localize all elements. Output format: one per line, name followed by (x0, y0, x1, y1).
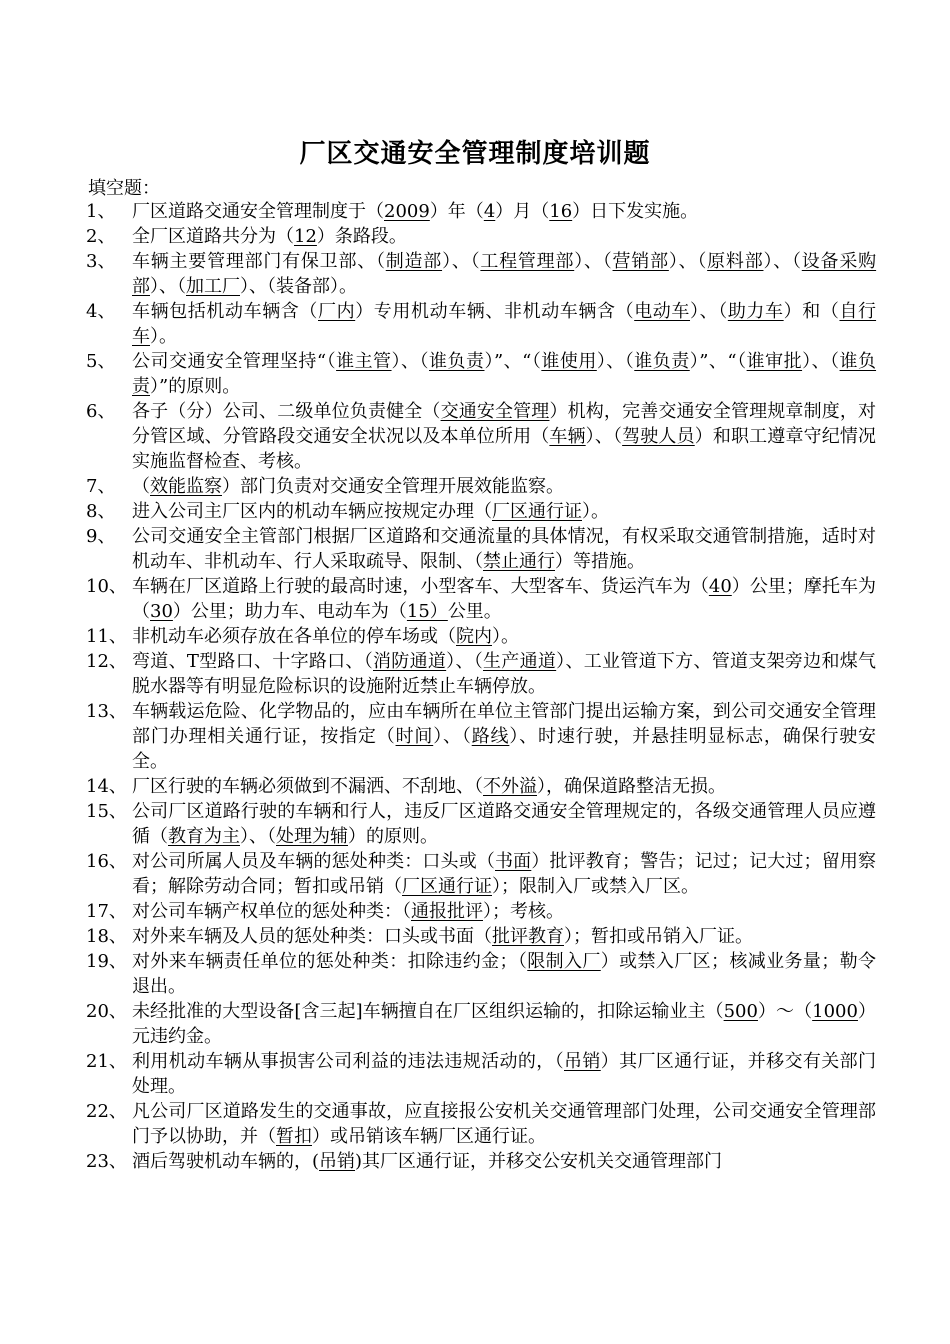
question-text-segment: ）、（ (585, 426, 623, 447)
question-item (86, 524, 876, 574)
answer-blank: 加工厂 (186, 276, 240, 297)
question-text-segment: ）、（ (668, 251, 708, 272)
question-text-segment: ）；考核。 (483, 901, 564, 922)
question-text-segment: ）、（ (433, 726, 472, 747)
question-text-segment: ）、（ (690, 301, 728, 322)
document-title: 厂区交通安全管理制度培训题 (299, 139, 651, 169)
question-number: 21、 (86, 1051, 127, 1072)
answer-blank: 批评教育 (492, 926, 564, 947)
question-text (132, 524, 876, 574)
answer-blank: 谁负责 (429, 351, 485, 372)
question-text-segment: ）。 (492, 626, 519, 647)
question-item (86, 399, 876, 474)
question-text-segment: ）、（ (802, 351, 840, 372)
answer-blank: 禁止通行 (483, 551, 555, 572)
question-text-segment: 全厂区道路共分为（ (132, 226, 294, 247)
question-item (86, 899, 876, 924)
question-text-segment: 未经批准的大型设备[含三起]车辆擅自在厂区组织运输的，扣除运输业主（ (132, 1001, 724, 1022)
question-text-segment: ）的原则。 (348, 826, 438, 847)
question-text-segment: ）。 (150, 326, 177, 347)
question-text-segment: ）和（ (783, 301, 840, 322)
question-text-segment: 对外来车辆责任单位的惩处种类：扣除违约金；（ (132, 951, 528, 972)
answer-blank: 不外溢 (483, 776, 537, 797)
answer-blank: 驾驶人员 (622, 426, 695, 447)
answer-blank: 生产通道 (483, 651, 557, 672)
question-text-segment: ）、时速行驶，并悬挂明显标志，确保行驶安全。 (132, 726, 877, 772)
question-text-segment: 弯道、T型路口、十字路口、（ (132, 651, 373, 672)
answer-blank: 谁审批 (746, 351, 803, 372)
answer-blank: 厂内 (318, 301, 356, 322)
question-number: 3、 (86, 251, 116, 272)
question-text-segment: ）、（ (150, 276, 186, 297)
question-item (86, 624, 876, 649)
question-text (132, 399, 876, 474)
answer-blank: 谁主管 (336, 351, 392, 372)
question-text-segment: 公司厂区道路行驶的车辆和行人，违反厂区道路交通安全管理规定的，各级交通管理人员应遵循（ (132, 801, 876, 847)
answer-blank: 电动车 (634, 301, 691, 322)
question-text-segment: ）专用机动车辆、非机动车辆含（ (355, 301, 635, 322)
question-text-segment: ）或吊销该车辆厂区通行证。 (312, 1126, 546, 1147)
question-item (86, 649, 876, 699)
question-number: 10、 (86, 576, 127, 597)
question-item (86, 949, 876, 999)
answer-blank: 40 (708, 576, 732, 597)
question-text-segment: ）；限制入厂或禁入厂区。 (492, 876, 699, 897)
question-item (86, 224, 876, 249)
question-item (86, 1149, 876, 1174)
question-text-segment: 公司交通安全管理坚持“（ (132, 351, 337, 372)
question-text-segment: ）或禁入厂区；核减业务量；勒令退出。 (132, 951, 876, 997)
question-number: 22、 (86, 1101, 127, 1122)
question-number: 16、 (86, 851, 127, 872)
question-text-segment: ）等措施。 (555, 551, 645, 572)
question-number: 11、 (86, 626, 127, 647)
question-text-segment: ）其厂区通行证，并移交有关部门处理。 (132, 1051, 876, 1097)
answer-blank: 院内 (456, 626, 492, 647)
answer-blank: 时间 (395, 726, 434, 747)
section-label-fill-in-blank: 填空题： (88, 178, 160, 199)
answer-blank: 1000 (812, 1001, 858, 1022)
answer-blank: 书面 (495, 851, 532, 872)
question-text-segment: 对外来车辆及人员的惩处种类：口头或书面（ (132, 926, 492, 947)
answer-blank: 厂区通行证 (402, 876, 492, 897)
question-text-segment: ）、（ (391, 351, 430, 372)
question-text-segment: 非机动车必须存放在各单位的停车场或（ (132, 626, 456, 647)
question-item (86, 799, 876, 849)
question-text (132, 774, 876, 799)
question-item (86, 299, 876, 349)
question-item (86, 699, 876, 774)
answer-blank: 设备采购部 (132, 251, 877, 297)
question-text-segment: ）和职工遵章守纪情况实施监督检查、考核。 (132, 426, 877, 472)
question-number: 1、 (86, 201, 116, 222)
answer-blank: 处理为辅 (276, 826, 348, 847)
answer-blank: 原料部 (707, 251, 764, 272)
answer-blank: 吊销 (564, 1051, 601, 1072)
question-text (132, 1049, 876, 1099)
question-text (132, 474, 876, 499)
question-text-segment: ）机构，完善交通安全管理规章制度，对分管区域、分管路段交通安全状况以及本单位所用（ (132, 401, 877, 447)
question-text-segment: 酒后驾驶机动车辆的，( (132, 1151, 320, 1172)
question-text-segment: ）公里；助力车、电动车为（ (172, 601, 407, 622)
question-text-segment: 厂区行驶的车辆必须做到不漏洒、不刮地、（ (132, 776, 483, 797)
question-text-segment: ），确保道路整洁无损。 (537, 776, 726, 797)
question-text (132, 624, 876, 649)
question-text-segment: ）条路段。 (316, 226, 407, 247)
question-item (86, 849, 876, 899)
answer-blank: 通报批评 (411, 901, 483, 922)
question-text (132, 1149, 876, 1174)
question-text-segment: )其厂区通行证，并移交公安机关交通管理部门 (355, 1151, 723, 1172)
question-text (132, 349, 876, 399)
question-text-segment: ）”、“（ (689, 351, 747, 372)
answer-blank: 消防通道 (373, 651, 447, 672)
question-text (132, 224, 876, 249)
question-text (132, 849, 876, 899)
answer-blank: 2009 (384, 201, 430, 222)
question-item (86, 349, 876, 399)
question-text-segment: ）月（ (495, 201, 550, 222)
question-number: 19、 (86, 951, 127, 972)
question-text (132, 649, 876, 699)
answer-blank: 暂扣 (276, 1126, 312, 1147)
question-text-segment: （ (132, 476, 150, 497)
question-text-segment: ）。 (582, 501, 609, 522)
question-item (86, 924, 876, 949)
question-item (86, 474, 876, 499)
question-number: 8、 (86, 501, 116, 522)
question-number: 15、 (86, 801, 127, 822)
question-item (86, 574, 876, 624)
answer-blank: 谁使用 (541, 351, 597, 372)
question-text-segment: 利用机动车辆从事损害公司利益的违法违规活动的，（ (132, 1051, 564, 1072)
question-text-segment: 车辆在厂区道路上行驶的最高时速，小型客车、大型客车、货运汽车为（ (132, 576, 709, 597)
question-item (86, 1099, 876, 1149)
question-number: 5、 (86, 351, 116, 372)
question-text-segment: 公司交通安全主管部门根据厂区道路和交通流量的具体情况，有权采取交通管制措施，适时对机动车、非机动车、行人采取疏导、限制、（ (132, 526, 876, 572)
question-number: 7、 (86, 476, 116, 497)
question-number: 4、 (86, 301, 116, 322)
question-text (132, 574, 876, 624)
question-text (132, 924, 876, 949)
question-number: 20、 (86, 1001, 127, 1022)
answer-blank: 谁负责 (634, 351, 690, 372)
question-text-segment: 对公司所属人员及车辆的惩处种类：口头或（ (132, 851, 495, 872)
question-number: 23、 (86, 1151, 127, 1172)
answer-blank: 营销部 (612, 251, 669, 272)
answer-blank: 厂区通行证 (492, 501, 582, 522)
question-item (86, 1049, 876, 1099)
question-list (86, 199, 876, 1174)
question-text-segment: ）元违约金。 (132, 1001, 877, 1047)
answer-blank: 吊销 (319, 1151, 356, 1172)
question-number: 2、 (86, 226, 116, 247)
question-number: 17、 (86, 901, 127, 922)
question-number: 12、 (86, 651, 127, 672)
answer-blank: 30 (150, 601, 173, 622)
answer-blank: 15） (406, 601, 448, 622)
answer-blank: 助力车 (727, 301, 784, 322)
question-text (132, 899, 876, 924)
question-text-segment: ）；暂扣或吊销入厂证。 (564, 926, 753, 947)
question-text-segment: 厂区道路交通安全管理制度于（ (132, 201, 384, 222)
question-text (132, 249, 876, 299)
answer-blank: 交通安全管理 (440, 401, 550, 422)
answer-blank: 限制入厂 (527, 951, 601, 972)
question-item (86, 249, 876, 299)
question-text (132, 299, 876, 349)
question-text-segment: ）年（ (429, 201, 484, 222)
question-text (132, 1099, 876, 1149)
answer-blank: 16 (549, 201, 573, 222)
question-text (132, 999, 876, 1049)
question-number: 18、 (86, 926, 127, 947)
question-text-segment: ）”、“（ (484, 351, 542, 372)
answer-blank: 自行车 (132, 301, 877, 347)
question-text-segment: ）、（ (442, 251, 481, 272)
answer-blank: 车辆 (549, 426, 586, 447)
question-number: 9、 (86, 526, 116, 547)
question-item (86, 774, 876, 799)
question-text-segment: 车辆载运危险、化学物品的，应由车辆所在单位主管部门提出运输方案，到公司交通安全管理部门办理相关通行证，按指定（ (132, 701, 876, 747)
question-text-segment: ）～（ (757, 1001, 813, 1022)
question-text-segment: ）、（ (446, 651, 484, 672)
question-item (86, 499, 876, 524)
question-text-segment: ）、（ (574, 251, 613, 272)
question-text-segment: 进入公司主厂区内的机动车辆应按规定办理（ (132, 501, 492, 522)
question-text-segment: ）、（装备部）。 (240, 276, 357, 297)
answer-blank: 500 (723, 1001, 758, 1022)
question-text-segment: ）、（ (763, 251, 802, 272)
question-text-segment: 对公司车辆产权单位的惩处种类：（ (132, 901, 411, 922)
question-text-segment: ）”的原则。 (150, 376, 241, 397)
answer-blank: 路线 (471, 726, 510, 747)
answer-blank: 谁负责 (132, 351, 877, 397)
answer-blank: 12 (294, 226, 317, 247)
question-text (132, 499, 876, 524)
question-text-segment: ）、（ (596, 351, 635, 372)
question-text (132, 199, 876, 224)
question-text-segment: ）部门负责对交通安全管理开展效能监察。 (222, 476, 564, 497)
question-text (132, 949, 876, 999)
answer-blank: 制造部 (385, 251, 443, 272)
question-text-segment: ）、（ (240, 826, 276, 847)
answer-blank: 教育为主 (168, 826, 240, 847)
question-text (132, 799, 876, 849)
question-number: 14、 (86, 776, 127, 797)
question-text-segment: 各子（分）公司、二级单位负责健全（ (132, 401, 441, 422)
answer-blank: 4 (483, 201, 496, 222)
question-text-segment: ）公里；摩托车为（ (132, 576, 876, 622)
answer-blank: 效能监察 (150, 476, 222, 497)
question-text-segment: ）日下发实施。 (572, 201, 699, 222)
question-text-segment: ）、工业管道下方、管道支架旁边和煤气脱水器等有明显危险标识的设施附近禁止车辆停放。 (132, 651, 877, 697)
question-text-segment: ）批评教育；警告；记过；记大过；留用察看；解除劳动合同；暂扣或吊销（ (132, 851, 877, 897)
question-text-segment: 公里。 (447, 601, 502, 622)
question-item (86, 999, 876, 1049)
question-text-segment: 车辆主要管理部门有保卫部、（ (132, 251, 386, 272)
question-item (86, 199, 876, 224)
question-text-segment: 车辆包括机动车辆含（ (132, 301, 318, 322)
question-text-segment: 凡公司厂区道路发生的交通事故，应直接报公安机关交通管理部门处理，公司交通安全管理部门予以协助，并（ (132, 1101, 876, 1147)
question-number: 6、 (86, 401, 116, 422)
answer-blank: 工程管理部 (480, 251, 575, 272)
question-text (132, 699, 876, 774)
question-number: 13、 (86, 701, 127, 722)
